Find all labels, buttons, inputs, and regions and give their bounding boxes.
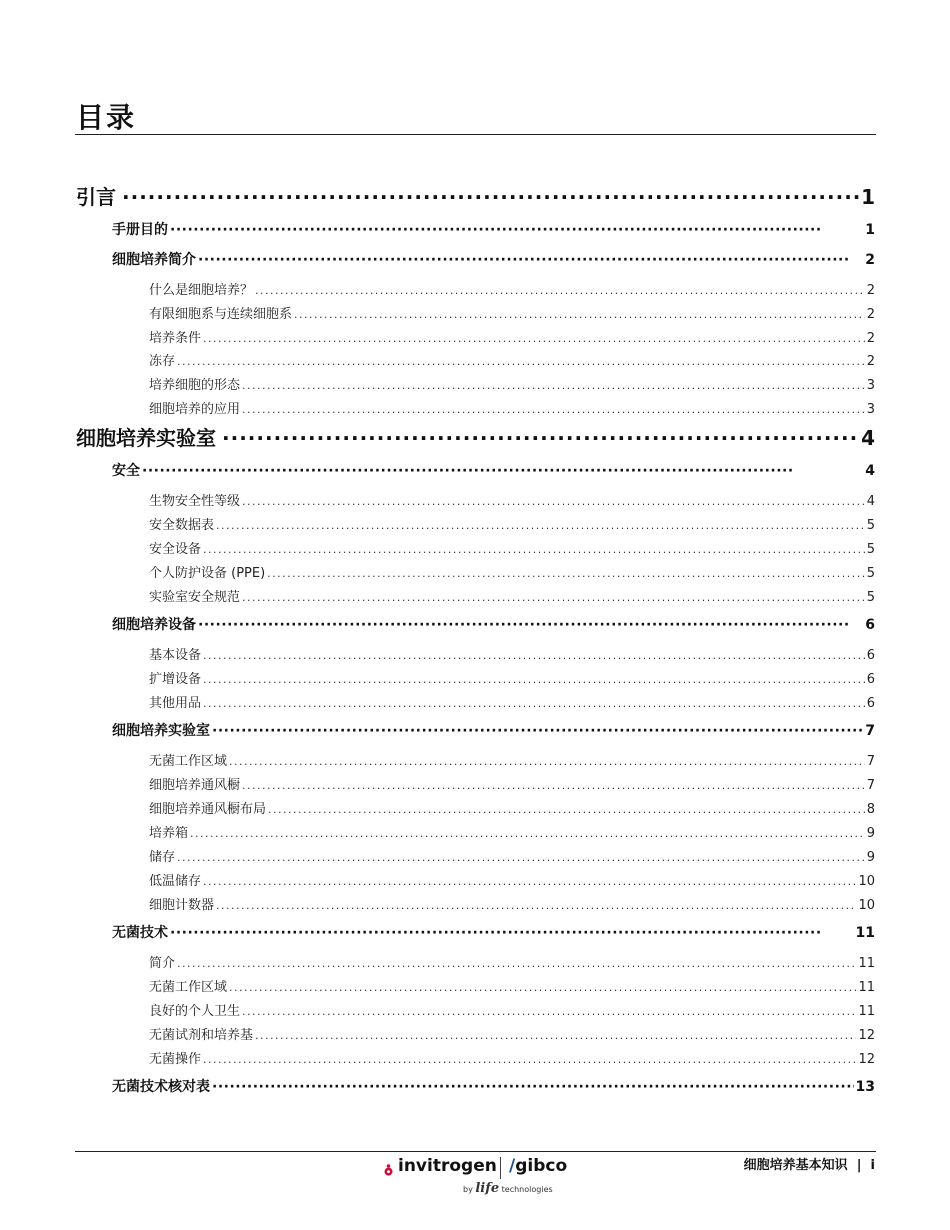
toc-entry[interactable] <box>149 490 875 508</box>
toc-leader-dots <box>203 673 865 686</box>
toc-leader-dots <box>229 755 865 768</box>
toc-entry-label: 其他用品 <box>149 696 202 710</box>
toc-entry-page: 3 <box>866 378 875 392</box>
toc-leader-dots <box>212 1079 854 1095</box>
toc-entry[interactable] <box>112 614 875 634</box>
toc-leader-dots <box>203 543 865 556</box>
toc-entry-page: 1 <box>865 222 875 238</box>
toc-entry-page: 9 <box>866 850 875 864</box>
toc-entry-page: 13 <box>855 1079 875 1095</box>
toc-entry-page: 2 <box>865 252 875 268</box>
toc-entry-page: 8 <box>866 802 875 816</box>
toc-entry[interactable] <box>149 798 875 816</box>
toc-entry-label: 储存 <box>149 850 176 864</box>
toc-entry-label: 培养箱 <box>149 826 189 840</box>
toc-entry[interactable] <box>149 894 875 912</box>
toc-leader-dots <box>170 222 863 238</box>
toc-entry-page: 4 <box>866 494 875 508</box>
toc-entry-page: 6 <box>866 696 875 710</box>
toc-entry-page: 10 <box>858 898 875 912</box>
toc-entry-label: 无菌操作 <box>149 1052 202 1066</box>
toc-entry-page: 5 <box>866 590 875 604</box>
toc-leader-dots <box>170 925 854 941</box>
toc-entry-page: 2 <box>866 307 875 321</box>
toc-entry[interactable] <box>149 350 875 368</box>
toc-entry-label: 细胞培养实验室 <box>76 426 216 448</box>
toc-entry[interactable] <box>112 460 875 480</box>
toc-entry-label: 什么是细胞培养？ <box>149 283 254 297</box>
toc-entry-label: 安全设备 <box>149 542 202 556</box>
toc-entry[interactable] <box>112 922 875 942</box>
toc-entry-page: 2 <box>866 354 875 368</box>
footer-rule <box>75 1151 876 1152</box>
toc-entry-page: 11 <box>858 956 875 970</box>
toc-entry-label: 细胞培养通风橱 <box>149 778 241 792</box>
toc-entry-page: 12 <box>858 1028 875 1042</box>
toc-entry-page: 5 <box>866 518 875 532</box>
toc-entry-page: 11 <box>858 1004 875 1018</box>
invitrogen-wordmark: invitrogen <box>398 1156 497 1176</box>
toc-entry-page: 1 <box>861 185 875 207</box>
toc-entry-label: 无菌技术 <box>112 925 168 941</box>
toc-entry[interactable] <box>76 422 875 448</box>
toc-entry-label: 培养细胞的形态 <box>149 378 241 392</box>
toc-leader-dots <box>203 649 865 662</box>
toc-leader-dots <box>177 957 856 970</box>
gibco-swoosh-icon: / <box>509 1156 516 1176</box>
toc-leader-dots <box>198 617 863 633</box>
footer-divider: | <box>852 1158 866 1173</box>
toc-leader-dots <box>216 519 865 532</box>
toc-entry-label: 细胞计数器 <box>149 898 215 912</box>
toc-entry-label: 引言 <box>76 185 116 207</box>
toc-leader-dots <box>242 495 865 508</box>
toc-leader-dots <box>268 803 865 816</box>
toc-entry[interactable] <box>149 303 875 321</box>
toc-entry[interactable] <box>149 586 875 604</box>
toc-entry-label: 培养条件 <box>149 331 202 345</box>
toc-entry-page: 11 <box>858 980 875 994</box>
toc-entry[interactable] <box>149 1000 875 1018</box>
toc-entry[interactable] <box>149 279 875 297</box>
toc-entry-label: 安全 <box>112 463 140 479</box>
invitrogen-mark-icon <box>384 1161 393 1172</box>
toc-entry[interactable] <box>112 1076 875 1096</box>
toc-entry[interactable] <box>149 822 875 840</box>
footer-title-text: 细胞培养基本知识 <box>743 1158 848 1173</box>
toc-entry[interactable] <box>76 181 875 207</box>
toc-leader-dots <box>190 827 865 840</box>
toc-entry[interactable] <box>112 720 875 740</box>
toc-leader-dots <box>203 1053 856 1066</box>
toc-entry-page: 5 <box>866 542 875 556</box>
footer-doc-title <box>744 1154 875 1173</box>
toc-entry[interactable] <box>149 514 875 532</box>
toc-entry[interactable] <box>149 692 875 710</box>
toc-leader-dots <box>255 284 865 297</box>
toc-leader-dots <box>177 851 865 864</box>
toc-entry-label: 细胞培养设备 <box>112 617 196 633</box>
toc-entry-page: 7 <box>866 754 875 768</box>
toc-entry[interactable] <box>149 870 875 888</box>
toc-leader-dots <box>242 379 865 392</box>
title-rule <box>75 134 876 135</box>
toc-leader-dots <box>142 463 863 479</box>
toc-entry-label: 个人防护设备 (PPE) <box>149 566 266 580</box>
toc-entry-label: 细胞培养实验室 <box>112 723 210 739</box>
toc-entry-label: 低温储存 <box>149 874 202 888</box>
toc-entry[interactable] <box>149 1024 875 1042</box>
toc-entry-page: 9 <box>866 826 875 840</box>
toc-entry-page: 6 <box>865 617 875 633</box>
toc-entry[interactable] <box>149 374 875 392</box>
byline-life: life <box>475 1181 500 1196</box>
toc-entry-label: 简介 <box>149 956 176 970</box>
toc-leader-dots <box>198 252 863 268</box>
toc-leader-dots <box>216 899 856 912</box>
toc-entry[interactable] <box>149 398 875 416</box>
toc-entry-label: 安全数据表 <box>149 518 215 532</box>
toc-entry[interactable] <box>149 668 875 686</box>
toc-entry[interactable] <box>149 952 875 970</box>
toc-entry-page: 4 <box>861 426 875 448</box>
toc-entry[interactable] <box>149 750 875 768</box>
footer-page-number: i <box>870 1158 875 1173</box>
toc-entry-page: 10 <box>858 874 875 888</box>
toc-entry-label: 良好的个人卫生 <box>149 1004 241 1018</box>
toc-leader-dots <box>242 779 865 792</box>
page-title: 目录 <box>76 101 137 134</box>
toc-entry-page: 11 <box>855 925 875 941</box>
toc-leader-dots <box>203 697 865 710</box>
toc-entry-label: 无菌工作区域 <box>149 754 228 768</box>
toc-leader-dots <box>229 981 856 994</box>
toc-entry[interactable] <box>149 774 875 792</box>
toc-entry-label: 扩增设备 <box>149 672 202 686</box>
gibco-wordmark: gibco <box>515 1156 568 1176</box>
toc-entry-label: 生物安全性等级 <box>149 494 241 508</box>
logo-separator <box>500 1157 501 1179</box>
gibco-logo <box>509 1156 567 1176</box>
toc-entry-label: 有限细胞系与连续细胞系 <box>149 307 293 321</box>
toc-leader-dots <box>255 1029 856 1042</box>
toc-entry[interactable] <box>149 846 875 864</box>
toc-entry-label: 实验室安全规范 <box>149 590 241 604</box>
toc-leader-dots <box>294 308 865 321</box>
toc-entry-label: 基本设备 <box>149 648 202 662</box>
toc-leader-dots <box>122 185 859 207</box>
toc-leader-dots <box>242 403 865 416</box>
toc-entry-page: 12 <box>858 1052 875 1066</box>
toc-entry-page: 6 <box>866 672 875 686</box>
toc-leader-dots <box>242 591 865 604</box>
toc-leader-dots <box>203 875 856 888</box>
life-technologies-byline <box>463 1181 553 1196</box>
toc-entry-page: 7 <box>865 723 875 739</box>
toc-entry-page: 2 <box>866 283 875 297</box>
toc-entry-label: 无菌工作区域 <box>149 980 228 994</box>
toc-entry-page: 7 <box>866 778 875 792</box>
toc-entry-label: 细胞培养通风橱布局 <box>149 802 267 816</box>
toc-entry-label: 细胞培养的应用 <box>149 402 241 416</box>
toc-entry[interactable] <box>149 327 875 345</box>
toc-entry-page: 6 <box>866 648 875 662</box>
byline-by: by <box>463 1185 473 1194</box>
toc-entry[interactable] <box>112 249 875 269</box>
toc-entry[interactable] <box>149 538 875 556</box>
toc-entry-label: 细胞培养简介 <box>112 252 196 268</box>
toc-entry[interactable] <box>112 219 875 239</box>
toc-entry-label: 无菌试剂和培养基 <box>149 1028 254 1042</box>
toc-entry[interactable] <box>149 562 875 580</box>
toc-leader-dots <box>242 1005 856 1018</box>
toc-entry-label: 手册目的 <box>112 222 168 238</box>
toc-entry-page: 5 <box>866 566 875 580</box>
toc-entry-label: 冻存 <box>149 354 176 368</box>
toc-leader-dots <box>222 426 859 448</box>
invitrogen-logo <box>384 1156 497 1176</box>
toc-entry[interactable] <box>149 644 875 662</box>
toc-leader-dots <box>177 355 865 368</box>
toc-entry[interactable] <box>149 1048 875 1066</box>
toc-entry-page: 2 <box>866 331 875 345</box>
toc-entry[interactable] <box>149 976 875 994</box>
toc-leader-dots <box>267 567 865 580</box>
toc-leader-dots <box>212 723 863 739</box>
toc-leader-dots <box>203 332 865 345</box>
toc-entry-label: 无菌技术核对表 <box>112 1079 210 1095</box>
toc-entry-page: 3 <box>866 402 875 416</box>
byline-technologies: technologies <box>501 1185 553 1194</box>
toc-entry-page: 4 <box>865 463 875 479</box>
